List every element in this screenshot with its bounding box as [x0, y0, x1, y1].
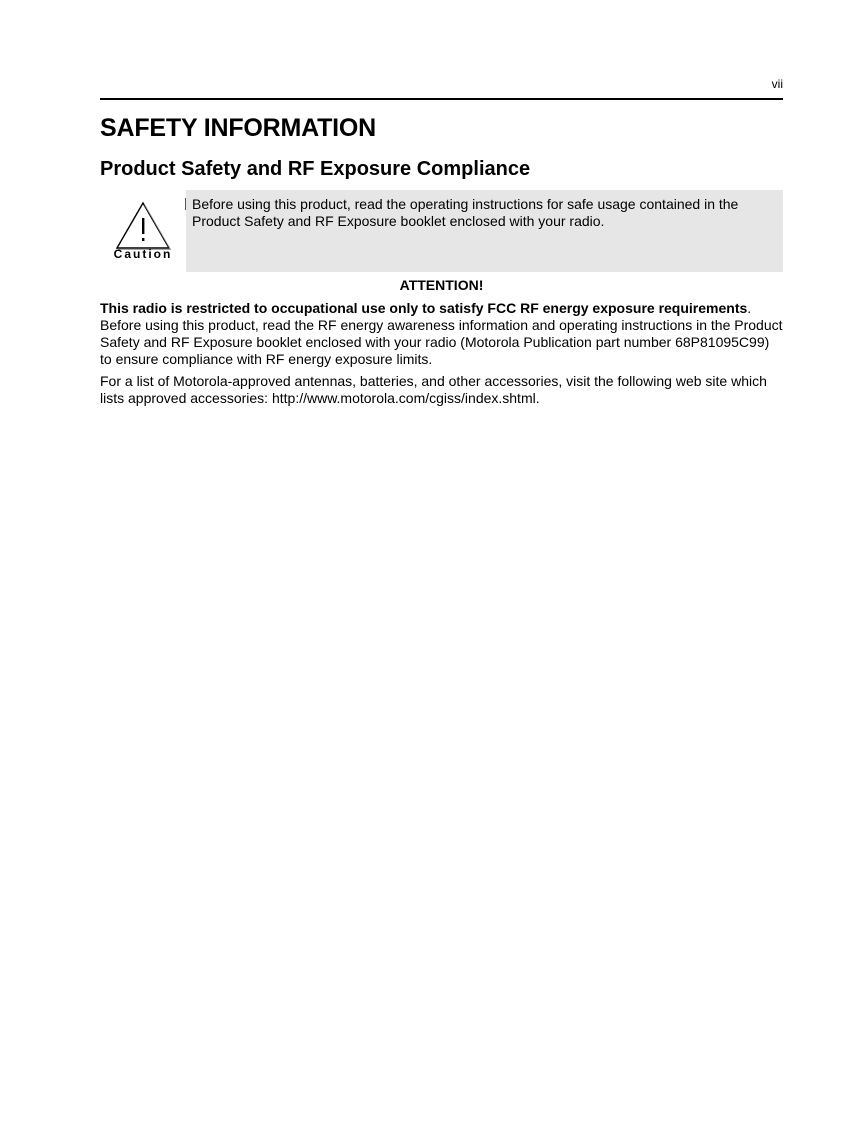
caution-notice: [100, 190, 783, 272]
page-title: SAFETY INFORMATION: [100, 114, 377, 142]
section-title: Product Safety and RF Exposure Compliance: [100, 158, 531, 180]
caution-marker: [185, 198, 186, 210]
fcc-restriction-lead: This radio is restricted to occupational use only to satisfy FCC RF energy exposure requirements: [100, 300, 748, 316]
fcc-restriction-paragraph: [100, 300, 783, 368]
accessories-paragraph: For a list of Motorola-approved antennas, batteries, and other accessories, visit the following web site which lists approved accessories: http://www.motorola.com/cgiss/index.shtml.: [100, 373, 767, 406]
rf-awareness-text: Before using this product, read the RF energy awareness information and operating instructions in the Product Safety and RF Exposure booklet enclosed with your radio (Motorola Publication part number 68P81095C99) to ensure compliance with RF energy exposure limits.: [100, 317, 783, 367]
caution-label: Caution: [113, 247, 173, 261]
attention-heading: ATTENTION!: [399, 277, 484, 293]
caution-icon-column: [100, 190, 186, 272]
caution-text: Before using this product, read the operating instructions for safe usage contained in the Product Safety and RF Exposure booklet enclosed with your radio.: [192, 196, 739, 229]
page-number: vii: [771, 77, 783, 91]
fcc-restriction-lead-end: .: [747, 300, 752, 316]
warning-triangle-icon: [114, 200, 172, 252]
header-rule: [100, 98, 783, 100]
caution-text-box: [186, 190, 783, 272]
